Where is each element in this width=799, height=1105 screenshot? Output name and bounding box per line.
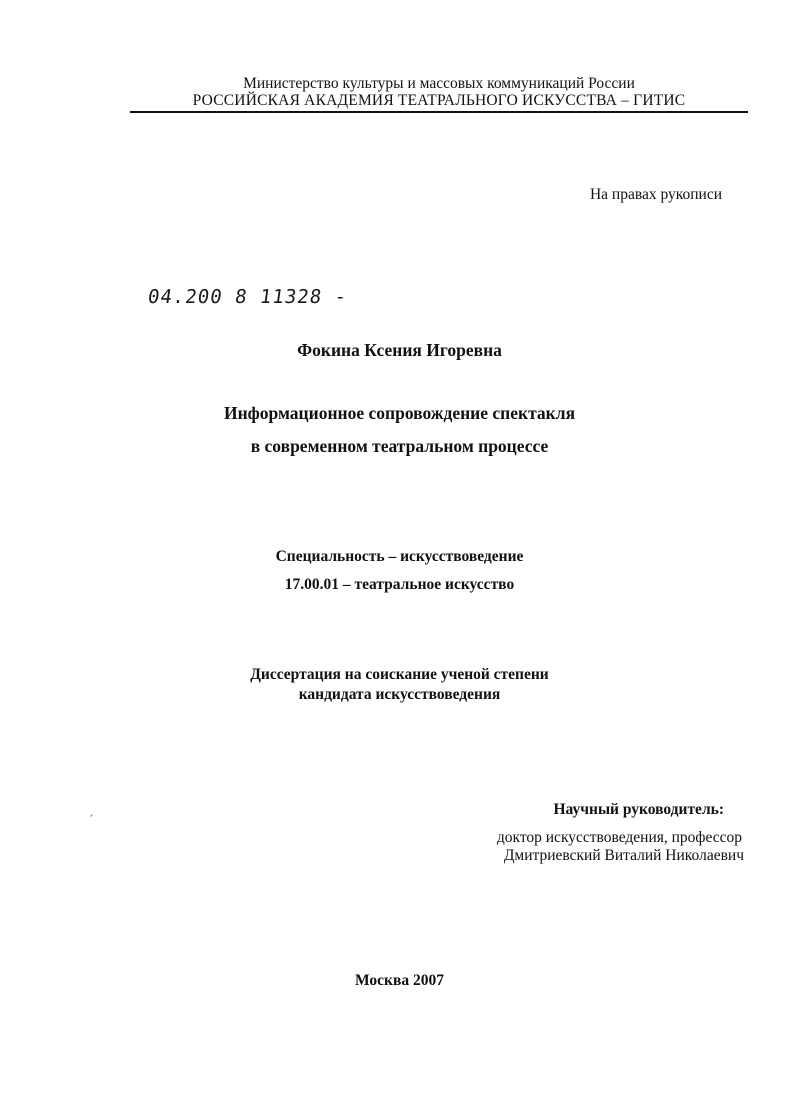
specialty-line-1: Специальность – искусствоведение: [275, 548, 524, 565]
ministry-line: Министерство культуры и массовых коммуникаций России: [243, 75, 635, 92]
registration-stamp: 04.200 8 11328 -: [146, 286, 349, 308]
manuscript-note: На правах рукописи: [589, 186, 722, 203]
scan-speck: [90, 814, 93, 817]
specialty-line-2: 17.00.01 – театральное искусство: [284, 576, 515, 593]
dissertation-degree-line-2: кандидата искусствоведения: [298, 686, 501, 703]
header-divider: [130, 111, 748, 113]
dissertation-degree-line-1: Диссертация на соискание ученой степени: [250, 666, 549, 683]
advisor-label: Научный руководитель:: [553, 801, 724, 818]
advisor-degree: доктор искусствоведения, профессор: [496, 829, 742, 846]
academy-line: РОССИЙСКАЯ АКАДЕМИЯ ТЕАТРАЛЬНОГО ИСКУССТВА – ГИТИС: [192, 92, 686, 109]
dissertation-title-line-2: в современном театральном процессе: [250, 436, 549, 456]
author-name: Фокина Ксения Игоревна: [297, 340, 502, 360]
dissertation-title-line-1: Информационное сопровождение спектакля: [223, 403, 576, 423]
advisor-name: Дмитриевский Виталий Николаевич: [503, 847, 744, 864]
city-year: Москва 2007: [355, 972, 444, 989]
